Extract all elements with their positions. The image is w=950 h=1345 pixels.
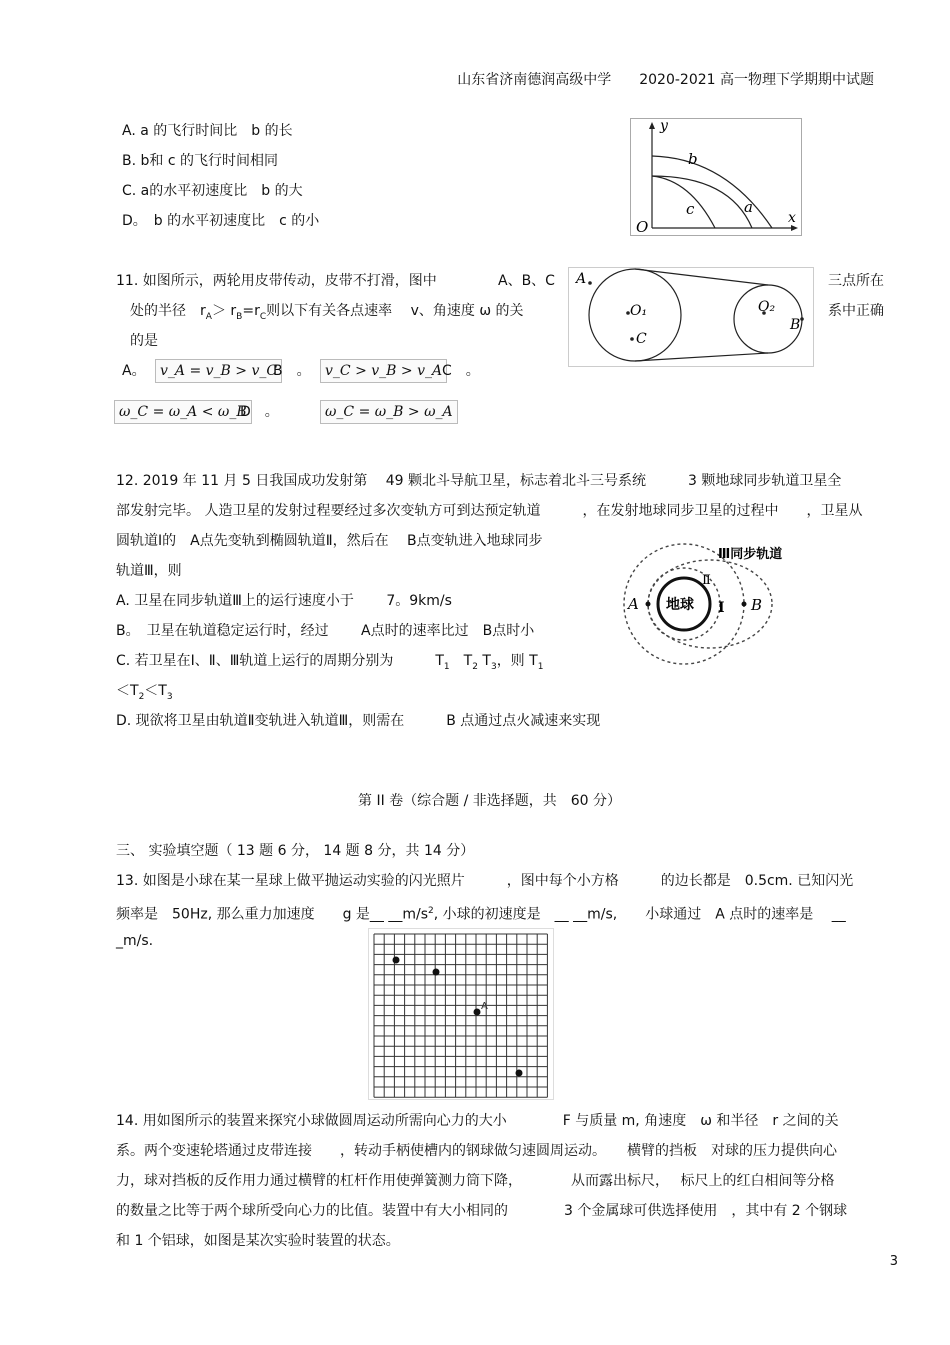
q13-ball-point-2 — [433, 969, 440, 976]
page-number: 3 — [889, 1254, 898, 1269]
q11-option-d-label: D 。 — [240, 404, 279, 420]
q11-option-b-label: B 。 — [273, 363, 311, 379]
q12-line4: 轨道Ⅲ，则 — [116, 563, 182, 579]
q13-line1: 13. 如图是小球在某一星球上做平抛运动实验的闪光照片 ，图中每个小方格 的边长都是 0.5cm. 已知闪光 — [116, 873, 854, 889]
q13-flash-photo-grid — [368, 928, 554, 1100]
q14-line1: 14. 用如图所示的装置来探究小球做圆周运动所需向心力的大小 F 与质量 m, 角速度 ω 和半径 r 之间的关 — [116, 1113, 839, 1129]
q13-ball-point-4 — [516, 1070, 523, 1077]
q14-line5: 和 1 个铝球，如图是某次实验时装置的状态。 — [116, 1233, 400, 1249]
q11-fig-label-c: C — [636, 331, 647, 347]
q11-line2: 处的半径 $r_A> r_B=r_C$则以下有关各点速率 v、角速度 ω 的关 — [130, 303, 524, 322]
q12-fig-label-i: Ⅰ — [718, 600, 725, 616]
q10-option-a: A. a 的飞行时间比 b 的长 — [122, 123, 293, 139]
part2-title: 第 II 卷（综合题 / 非选择题，共 60 分） — [358, 793, 622, 809]
q12-fig-label-b: B — [751, 596, 763, 614]
q10-fig-label-o: O — [636, 218, 649, 236]
q13-ball-point-a — [474, 1009, 481, 1016]
q10-fig-label-x: x — [788, 210, 796, 226]
q11-option-d-formula: ω_C = ω_B > ω_A — [320, 400, 458, 424]
q11-belt-figure — [568, 267, 814, 367]
q10-fig-label-y: y — [660, 118, 668, 134]
q10-option-b: B. b和 c 的飞行时间相同 — [122, 153, 278, 169]
q11-option-c-formula: ω_C = ω_A < ω_B — [114, 400, 252, 424]
q12-fig-label-a: A — [628, 595, 639, 613]
q12-line3: 圆轨道Ⅰ的 A点先变轨到椭圆轨道Ⅱ，然后在 B点变轨进入地球同步 — [116, 533, 543, 549]
q10-fig-label-c: c — [686, 200, 695, 218]
q13-line2: 频率是 50Hz, 那么重力加速度 g 是__ $\_\_m/s^2$, 小球的初速度是 __ __m/s, 小球通过 A 点时的速率是 __ — [116, 906, 860, 923]
q12-orbit-figure — [614, 538, 810, 672]
q12-option-d: D. 现欲将卫星由轨道Ⅱ变轨进入轨道Ⅲ，则需在 B 点通过点火减速来实现 — [116, 713, 601, 729]
q10-option-d: D。 b 的水平初速度比 c 的小 — [122, 213, 320, 229]
q12-fig-label-ii: Ⅱ — [702, 573, 711, 588]
q11-option-a-label: A。 — [122, 363, 146, 379]
q11-option-a-formula: v_A = v_B > v_C — [155, 359, 282, 383]
q12-fig-earth: 地球 — [666, 597, 694, 613]
q13-line3: _m/s. — [116, 933, 154, 949]
q11-fig-label-o2: O₂ — [758, 299, 776, 315]
q11-fig-label-a: A — [576, 271, 587, 287]
q12-option-c-cont: $<T_2<T_3$ — [116, 683, 173, 702]
q14-line3: 力，球对挡板的反作用力通过横臂的杠杆作用使弹簧测力筒下降， 从而露出标尺， 标尺上的红白相间等分格 — [116, 1173, 835, 1189]
q10-projectile-figure — [630, 118, 802, 236]
q11-line2-tail: 系中正确 — [828, 303, 884, 319]
page-header: 山东省济南德润高级中学 2020-2021 高一物理下学期期中试题 — [457, 72, 874, 88]
q11-line1: 11. 如图所示，两轮用皮带传动，皮带不打滑，图中 — [116, 273, 437, 289]
q10-fig-label-b: b — [688, 150, 698, 168]
q12-line2: 部发射完毕。 人造卫星的发射过程要经过多次变轨方可到达预定轨道 ，在发射地球同步卫星的过程中 ，卫星从 — [116, 503, 863, 519]
q12-option-c: C. 若卫星在Ⅰ、Ⅱ、Ⅲ轨道上运行的周期分别为 $T_1$ $T_2$ $T_3$，则 $T_1$ — [116, 653, 544, 672]
q11-fig-label-o1: O₁ — [630, 303, 648, 319]
q10-option-c: C. a的水平初速度比 b 的大 — [122, 183, 303, 199]
q11-line3: 的是 — [130, 333, 158, 349]
q11-option-b-formula: v_C > v_B > v_A — [320, 359, 447, 383]
q11-option-c-label: C 。 — [442, 363, 480, 379]
q12-option-a: A. 卫星在同步轨道Ⅲ上的运行速度小于 7。9km/s — [116, 593, 452, 609]
q10-fig-label-a: a — [744, 198, 753, 216]
q14-line4: 的数量之比等于两个球所受向心力的比值。装置中有大小相同的 3 个金属球可供选择使用 ，其中有 2 个钢球 — [116, 1203, 848, 1219]
q11-line1-tail: 三点所在 — [828, 273, 884, 289]
q12-option-b: B。 卫星在轨道稳定运行时，经过 A点时的速率比过 B点时小 — [116, 623, 535, 639]
q14-line2: 系。两个变速轮塔通过皮带连接 ，转动手柄使槽内的钢球做匀速圆周运动。 横臂的挡板 对球的压力提供向心 — [116, 1143, 837, 1159]
q11-fig-label-b: B — [790, 317, 801, 333]
q11-line1-points: A、B、C — [498, 273, 555, 289]
q12-fig-title: Ⅲ同步轨道 — [718, 547, 783, 562]
q13-fig-label-a: A — [481, 1001, 488, 1012]
q13-ball-point-1 — [393, 957, 400, 964]
q12-line1: 12. 2019 年 11 月 5 日我国成功发射第 49 颗北斗导航卫星，标志着北斗三号系统 3 颗地球同步轨道卫星全 — [116, 473, 842, 489]
section3-title: 三、 实验填空题（ 13 题 6 分， 14 题 8 分，共 14 分） — [116, 843, 475, 859]
